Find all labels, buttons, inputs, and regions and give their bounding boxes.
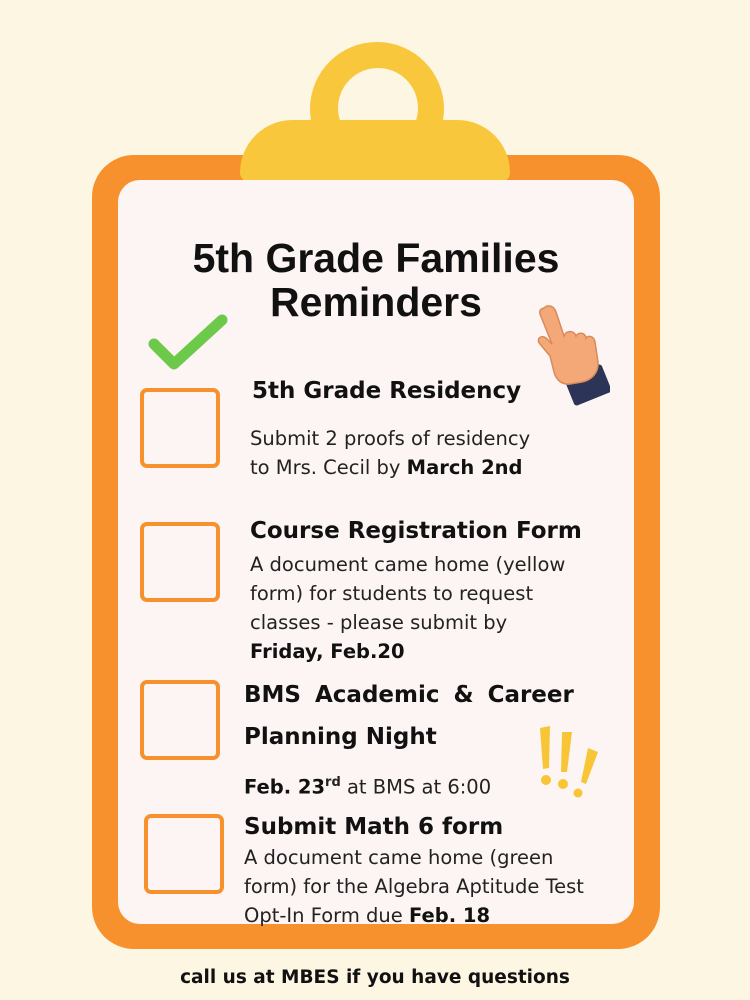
item-heading-planning-night-2: Planning Night (244, 724, 437, 750)
checkbox-residency[interactable] (140, 388, 220, 468)
math-6-due-date: Feb. 18 (408, 904, 491, 927)
item-heading-course-registration: Course Registration Form (250, 518, 582, 544)
exclamation-marks-icon (536, 722, 616, 802)
item-body-planning-night: Feb. 23rd at BMS at 6:00 (244, 775, 492, 799)
item-heading-math-6: Submit Math 6 form (244, 814, 504, 840)
footer-note: call us at MBES if you have questions (180, 967, 570, 988)
checkbox-math-6[interactable] (144, 814, 224, 894)
title-line-2: Reminders (270, 279, 482, 325)
checkbox-planning-night[interactable] (140, 680, 220, 760)
checkmark-icon (146, 312, 230, 374)
item-body-residency: Submit 2 proofs of residency to Mrs. Cecil by March 2nd (250, 427, 531, 479)
title-line-1: 5th Grade Families (192, 235, 560, 281)
course-registration-due-date: Friday, Feb.20 (250, 640, 405, 663)
item-body-math-6: A document came home (green form) for the Algebra Aptitude Test Opt-In Form due Feb. 18 (244, 846, 584, 927)
checkbox-course-registration[interactable] (140, 522, 220, 602)
pointing-hand-icon (530, 300, 610, 410)
item-heading-residency: 5th Grade Residency (252, 378, 522, 404)
residency-due-date: March 2nd (406, 456, 523, 479)
clip-base (240, 120, 510, 182)
planning-night-date: Feb. 23 (244, 775, 326, 799)
item-heading-planning-night-1: BMS Academic & Career (244, 682, 574, 708)
item-body-course-registration: A document came home (yellow form) for students to request classes - please submit by Friday, Feb.20 (250, 553, 566, 663)
